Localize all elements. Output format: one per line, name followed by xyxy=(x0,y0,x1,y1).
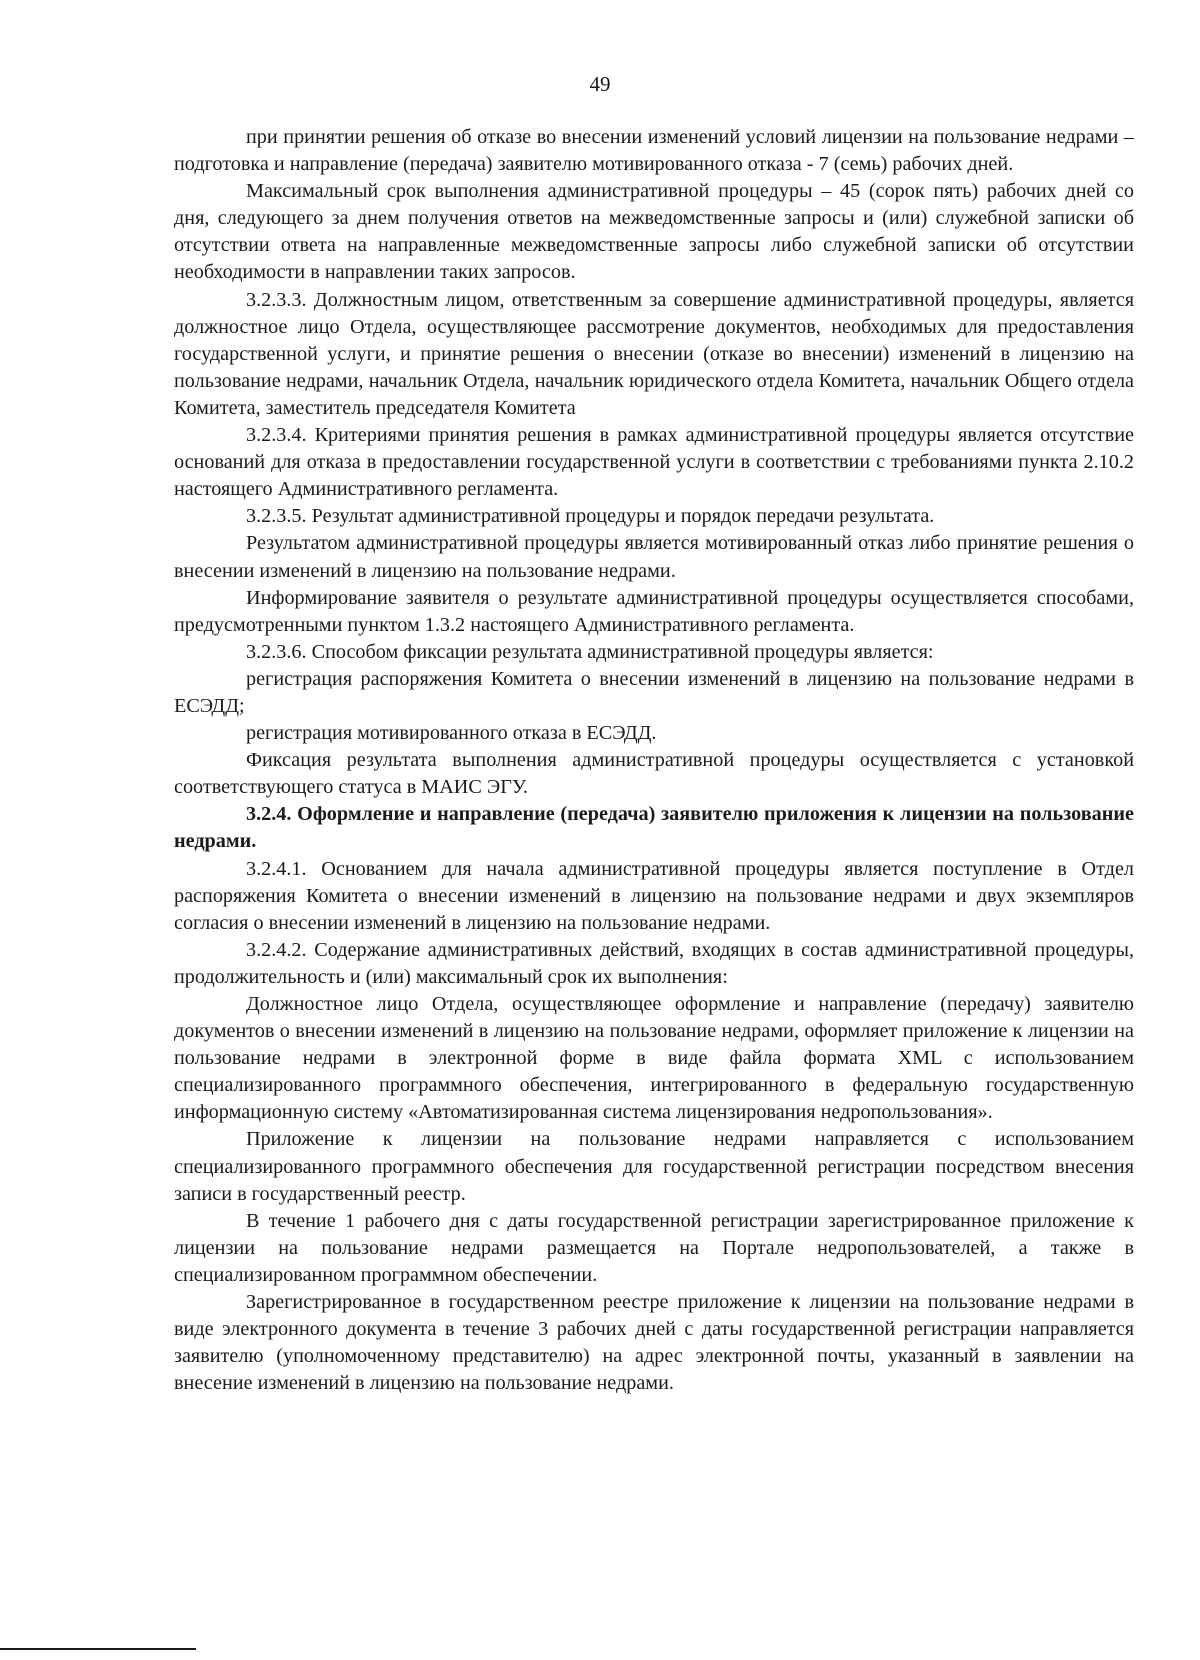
body-paragraph: 3.2.3.6. Способом фиксации результата административной процедуры является: xyxy=(246,640,934,663)
body-paragraph: Результатом административной процедуры является мотивированный отказ либо принятие решения о внесении изменений в лицензию на пользование недрами. xyxy=(174,532,1134,582)
body-paragraph: Зарегистрированное в государственном реестре приложение к лицензии на пользование недрами в виде электронного документа в течение 3 рабочих дней с даты государственной регистрации направляется заявителю (уполномоченному представителю) на адрес электронной почты, указанный в заявлении на внесение изменений в лицензию на пользование недрами. xyxy=(174,1291,1134,1395)
body-paragraph: регистрация мотивированного отказа в ЕСЭДД. xyxy=(246,722,657,745)
body-paragraph: регистрация распоряжения Комитета о внесении изменений в лицензию на пользование недрами в ЕСЭДД; xyxy=(174,667,1134,717)
body-paragraph: 3.2.3.4. Критериями принятия решения в рамках административной процедуры является отсутствие оснований для отказа в предоставлении государственной услуги в соответствии с требованиями пункта 2.10.2 настоящего Административного регламента. xyxy=(174,424,1134,501)
body-paragraph: Информирование заявителя о результате административной процедуры осуществляется способами, предусмотренными пунктом 1.3.2 настоящего Административного регламента. xyxy=(174,586,1134,636)
section-heading: 3.2.4. Оформление и направление (передача) заявителю приложения к лицензии на пользование недрами. xyxy=(174,803,1134,853)
body-paragraph: Фиксация результата выполнения административной процедуры осуществляется с установкой соответствующего статуса в МАИС ЭГУ. xyxy=(174,749,1134,799)
page-number: 49 xyxy=(589,72,611,96)
body-paragraph: 3.2.4.2. Содержание административных действий, входящих в состав административной процедуры, продолжительность и (или) максимальный срок их выполнения: xyxy=(174,938,1134,988)
body-paragraph: В течение 1 рабочего дня с даты государственной регистрации зарегистрированное приложение к лицензии на пользование недрами размещается на Портале недропользователей, а также в специализированном программном обеспечении. xyxy=(174,1209,1134,1286)
body-paragraph: Максимальный срок выполнения административной процедуры – 45 (сорок пять) рабочих дней со дня, следующего за днем получения ответов на межведомственные запросы и (или) служебной записки об отсутствии ответа на направленные межведомственные запросы либо служебной записки об отсутствии необходимости в направлении таких запросов. xyxy=(174,180,1134,284)
body-paragraph: Приложение к лицензии на пользование недрами направляется с использованием специализированного программного обеспечения для государственной регистрации посредством внесения записи в государственный реестр. xyxy=(174,1128,1134,1205)
body-paragraph: 3.2.4.1. Основанием для начала административной процедуры является поступление в Отдел распоряжения Комитета о внесении изменений в лицензию на пользование недрами и двух экземпляров согласия о внесении изменений в лицензию на пользование недрами. xyxy=(174,857,1134,934)
body-paragraph: 3.2.3.5. Результат административной процедуры и порядок передачи результата. xyxy=(246,505,935,528)
footer-divider xyxy=(0,1648,196,1650)
body-paragraph: 3.2.3.3. Должностным лицом, ответственным за совершение административной процедуры, является должностное лицо Отдела, осуществляющее рассмотрение документов, необходимых для предоставления государственной услуги, и принятие решения о внесении (отказе во внесении) изменений в лицензию на пользование недрами, начальник Отдела, начальник юридического отдела Комитета, начальник Общего отдела Комитета, заместитель председателя Комитета xyxy=(174,288,1134,419)
document-body xyxy=(174,124,1134,1397)
body-paragraph: Должностное лицо Отдела, осуществляющее оформление и направление (передачу) заявителю документов о внесении изменений в лицензию на пользование недрами, оформляет приложение к лицензии на пользование недрами в электронной форме в виде файла формата XML с использованием специализированного программного обеспечения, интегрированного в федеральную государственную информационную систему «Автоматизированная система лицензирования недропользования». xyxy=(174,993,1134,1124)
body-paragraph: при принятии решения об отказе во внесении изменений условий лицензии на пользование недрами – подготовка и направление (передача) заявителю мотивированного отказа - 7 (семь) рабочих дней. xyxy=(174,126,1134,176)
